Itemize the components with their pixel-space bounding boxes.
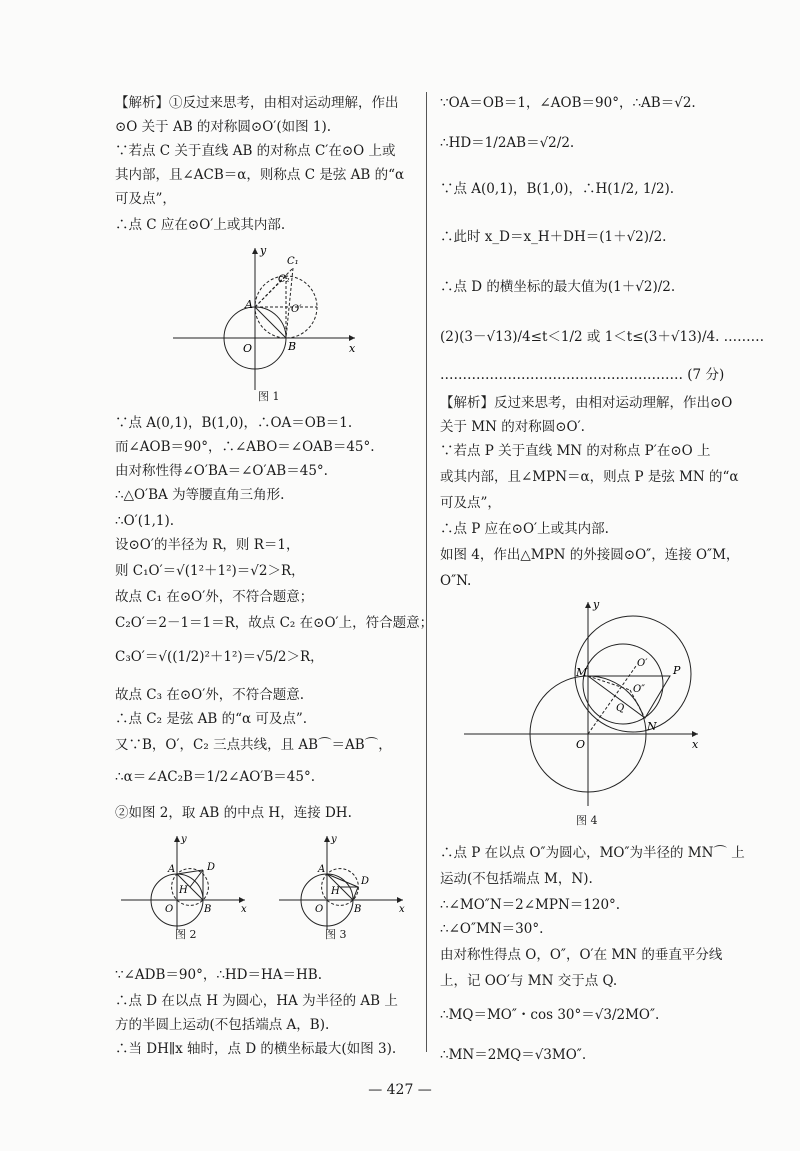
text-line: ∵若点 C 关于直线 AB 的对称点 C′在⊙O 上或 (115, 143, 396, 159)
text-line: 方的半圆上运动(不包括端点 A，B). (115, 1017, 330, 1033)
text-line: 由对称性得点 O，O″，O′在 MN 的垂直平分线 (440, 947, 723, 963)
text-line: ∴点 D 的横坐标的最大值为(1＋√2)/2. (440, 279, 676, 295)
fig1-label: B (288, 340, 297, 353)
fig1-label: C₂ (278, 274, 290, 285)
text-line: 如图 4，作出△MPN 的外接圆⊙O″，连接 O″M， (440, 547, 740, 563)
text-line: 或其内部，且∠MPN＝α，则点 P 是弦 MN 的“α (440, 469, 739, 485)
fig1-label: O′ (291, 304, 302, 315)
text-line: ……………………………………………… (7 分) (440, 367, 725, 383)
text-line: 设⊙O′的半径为 R，则 R＝1， (115, 537, 300, 553)
text-line: ∴△O′BA 为等腰直角三角形. (115, 487, 285, 503)
fig3-label: y (331, 834, 337, 845)
fig4-label: P (673, 664, 681, 677)
text-line: ∵∠ADB＝90°，∴HD＝HA＝HB. (115, 967, 323, 983)
text-line: ∴MN＝2MQ＝√3MO″. (440, 1047, 587, 1063)
fig2-label: x (241, 904, 247, 915)
fig3-label: H (331, 886, 340, 897)
text-line: ∴点 P 应在⊙O′上或其内部. (440, 521, 609, 537)
text-line: ∵若点 P 关于直线 MN 的对称点 P′在⊙O 上 (440, 443, 711, 459)
text-line: 故点 C₁ 在⊙O′外，不符合题意； (115, 589, 314, 605)
text-line: 可及点”， (440, 495, 501, 511)
text-line: 上，记 OO′与 MN 交于点 Q. (440, 973, 618, 989)
text-line: 则 C₁O′＝√(1²＋1²)＝√2＞R， (115, 563, 305, 579)
figure-3 (273, 830, 413, 934)
text-line: 可及点”， (115, 191, 176, 207)
text-line: ∴点 D 在以点 H 为圆心，HA 为半径的 AB 上 (115, 993, 398, 1009)
figure-4 (458, 596, 708, 816)
text-line: ②如图 2，取 AB 的中点 H，连接 DH. (115, 805, 352, 821)
fig4-label: O″ (633, 684, 645, 695)
fig3-label: D (361, 876, 370, 887)
text-line: ∴点 P 在以点 O″为圆心，MO″为半径的 MN⌒ 上 (440, 845, 745, 861)
fig2-label: y (181, 834, 187, 845)
text-line: 由对称性得∠O′BA＝∠O′AB＝45°. (115, 463, 328, 479)
fig2-label: B (204, 904, 212, 915)
text-line: ∴α＝∠AC₂B＝1/2∠AO′B＝45°. (115, 769, 315, 785)
text-line: O″N. (440, 573, 472, 589)
fig1-label: C₁ (287, 256, 299, 267)
text-line: ∴∠MO″N＝2∠MPN＝120°. (440, 897, 621, 913)
text-line: 【解析】反过来思考，由相对运动理解，作出⊙O (440, 395, 733, 411)
text-line: ∴MQ＝MO″・cos 30°＝√3/2MO″. (440, 1007, 660, 1023)
fig4-label: O (576, 738, 586, 751)
fig4-label: Q (616, 703, 625, 714)
fig2-label: D (207, 862, 216, 873)
fig4-label: y (593, 598, 600, 611)
text-line: 其内部，且∠ACB＝α，则称点 C 是弦 AB 的“α (115, 167, 405, 183)
fig4-label: x (692, 738, 699, 751)
page-number: — 427 — (368, 1082, 432, 1098)
text-line: 而∠AOB＝90°，∴∠ABO＝∠OAB＝45°. (115, 439, 375, 455)
text-line: 又∵B，O′，C₂ 三点共线，且 AB⌒＝AB⌒， (115, 737, 392, 753)
text-line: ∴点 C 应在⊙O′上或其内部. (115, 217, 286, 233)
figure-1 (167, 240, 367, 400)
figure-2 (115, 830, 255, 934)
fig3-label: B (354, 904, 362, 915)
text-line: 运动(不包括端点 M，N). (440, 871, 593, 887)
figure-4-caption: 图 4 (576, 814, 598, 827)
text-line: ∴HD＝1/2AB＝√2/2. (440, 135, 575, 151)
text-line: ∴当 DH∥x 轴时，点 D 的横坐标最大(如图 3). (115, 1041, 397, 1057)
text-line: ∴此时 x_D＝x_H＋DH＝(1＋√2)/2. (440, 229, 667, 245)
fig1-label: O (243, 342, 253, 355)
text-line: C₃O′＝√((1/2)²＋1²)＝√5/2＞R， (115, 649, 324, 665)
text-line: 关于 MN 的对称圆⊙O′. (440, 419, 585, 435)
fig1-label: A (245, 298, 253, 311)
fig4-label: N (647, 720, 657, 733)
fig1-label: y (260, 244, 267, 257)
text-line: ∴点 C₂ 是弦 AB 的“α 可及点”. (115, 711, 308, 727)
figure-1-caption: 图 1 (258, 390, 280, 403)
fig2-label: O (165, 904, 174, 915)
fig3-label: A (318, 864, 326, 875)
fig2-label: A (168, 864, 176, 875)
text-line: 【解析】①反过来思考，由相对运动理解，作出 (115, 95, 399, 111)
text-line: ∵点 A(0,1)，B(1,0)，∴H(1/2, 1/2). (440, 181, 675, 197)
text-line: ∴∠O″MN＝30°. (440, 921, 544, 937)
fig4-label: M (576, 666, 588, 679)
text-line: (2)(3－√13)/4≤t＜1/2 或 1＜t≤(3＋√13)/4. ……… (440, 329, 765, 345)
fig4-label: O′ (637, 658, 648, 669)
text-line: ∵OA＝OB＝1，∠AOB＝90°，∴AB＝√2. (440, 95, 696, 111)
fig3-label: x (399, 904, 405, 915)
figure-2-caption: 图 2 (175, 928, 197, 941)
fig1-label: x (349, 342, 356, 355)
fig2-label: H (179, 885, 188, 896)
figure-3-caption: 图 3 (325, 928, 347, 941)
text-line: C₂O′＝2－1＝1＝R，故点 C₂ 在⊙O′上，符合题意； (115, 615, 434, 631)
fig3-label: O (315, 904, 324, 915)
column-divider (426, 92, 427, 1052)
text-line: ⊙O 关于 AB 的对称圆⊙O′(如图 1). (115, 119, 332, 135)
text-line: ∵点 A(0,1)，B(1,0)，∴OA＝OB＝1. (115, 415, 353, 431)
text-line: 故点 C₃ 在⊙O′外，不符合题意. (115, 687, 305, 703)
text-line: ∴O′(1,1). (115, 513, 175, 529)
